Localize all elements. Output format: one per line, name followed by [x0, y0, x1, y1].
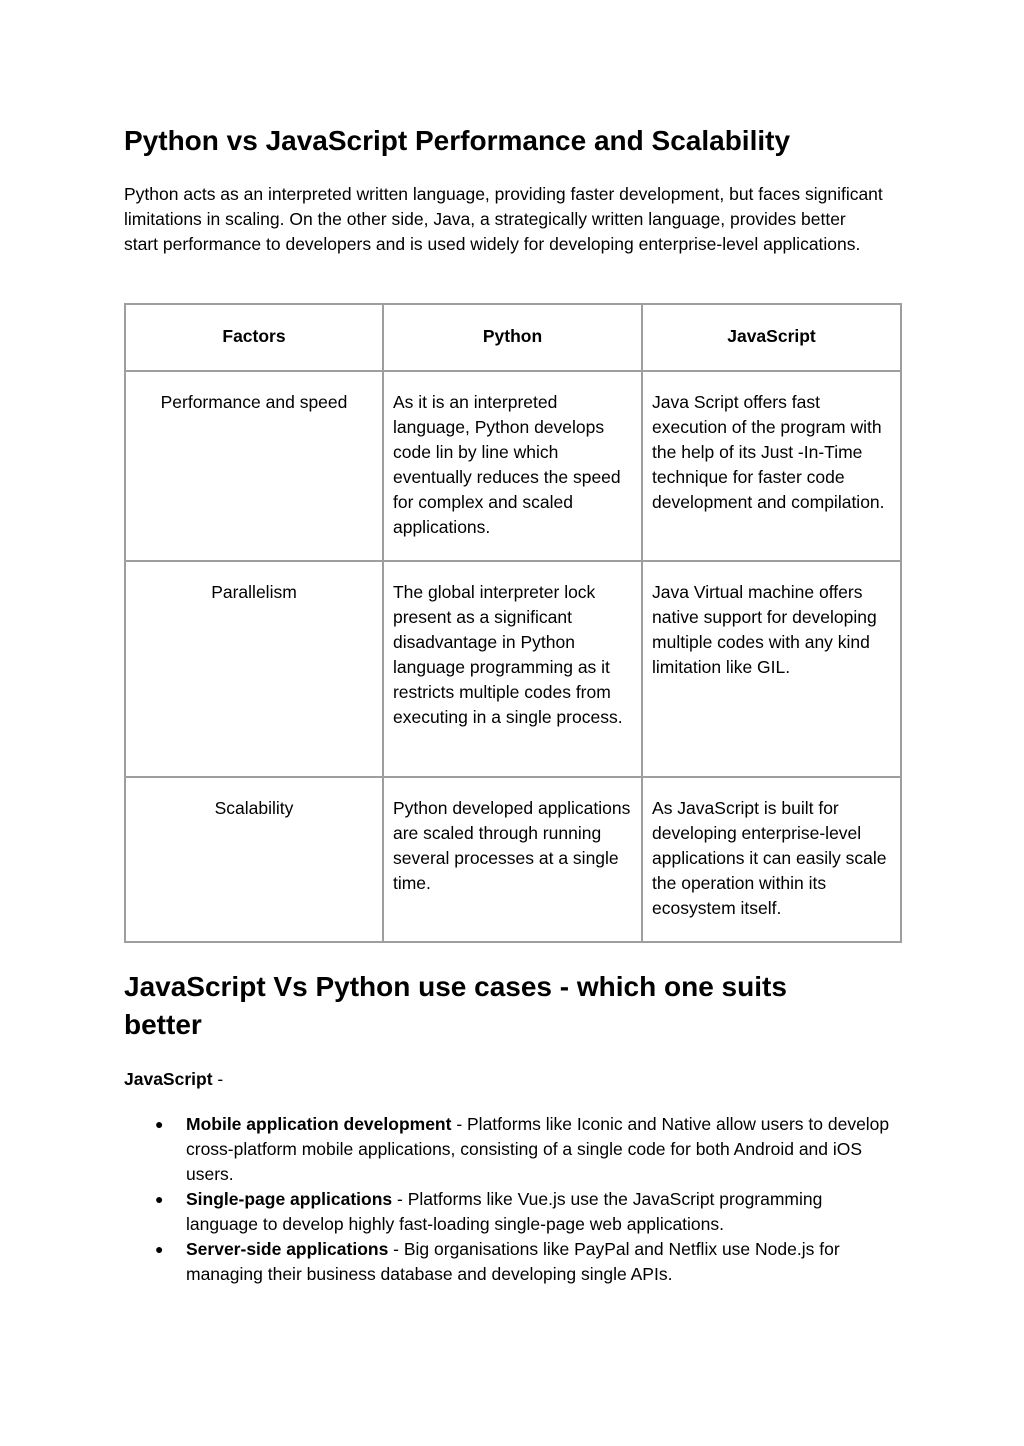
list-item [155, 1112, 896, 1187]
javascript-cell: As JavaScript is built for developing enterprise-level applications it can easily scale the operation within its ecosystem itself. [642, 777, 901, 942]
list-item [155, 1237, 896, 1287]
table-header-row [125, 304, 901, 371]
use-case-list [124, 1112, 896, 1287]
header-python: Python [383, 304, 642, 371]
intro-paragraph: Python acts as an interpreted written language, providing faster development, but faces significant limitations in scaling. On the other side, Java, a strategically written language, provides better start performance to developers and is used widely for developing enterprise-level applications. [124, 184, 883, 254]
subheading-label: JavaScript [124, 1069, 213, 1089]
list-item [155, 1187, 896, 1237]
bullet-icon: ● [155, 1241, 164, 1257]
header-javascript: JavaScript [642, 304, 901, 371]
python-cell: As it is an interpreted language, Python develops code lin by line which eventually reduces the speed for complex and scaled applications. [383, 371, 642, 561]
table-row [125, 561, 901, 777]
bullet-icon: ● [155, 1191, 164, 1207]
factor-cell: Parallelism [125, 561, 383, 777]
table-row [125, 371, 901, 561]
section-heading: JavaScript Vs Python use cases - which one suits better [124, 971, 787, 1040]
factor-cell: Performance and speed [125, 371, 383, 561]
python-cell: Python developed applications are scaled through running several processes at a single time. [383, 777, 642, 942]
item-text: - Big organisations like PayPal and Netflix use Node.js for managing their business database and developing single APIs. [186, 1239, 840, 1284]
subheading-suffix: - [212, 1069, 224, 1089]
item-text: - Platforms like Vue.js use the JavaScript programming language to develop highly fast-loading single-page web applications. [186, 1189, 823, 1234]
item-title: Mobile application development [186, 1114, 452, 1134]
section-subheading [124, 1067, 223, 1092]
python-cell: The global interpreter lock present as a significant disadvantage in Python language programming as it restricts multiple codes from executing in a single process. [383, 561, 642, 777]
item-title: Server-side applications [186, 1239, 389, 1259]
item-text: - Platforms like Iconic and Native allow users to develop cross-platform mobile applications, consisting of a single code for both Android and iOS users. [186, 1114, 890, 1184]
item-title: Single-page applications [186, 1189, 393, 1209]
header-factors: Factors [125, 304, 383, 371]
bullet-icon: ● [155, 1116, 164, 1132]
comparison-table [124, 303, 902, 943]
javascript-cell: Java Virtual machine offers native support for developing multiple codes with any kind limitation like GIL. [642, 561, 901, 777]
table-row [125, 777, 901, 942]
javascript-cell: Java Script offers fast execution of the program with the help of its Just -In-Time technique for faster code development and compilation. [642, 371, 901, 561]
page-title: Python vs JavaScript Performance and Scalability [124, 125, 791, 156]
factor-cell: Scalability [125, 777, 383, 942]
